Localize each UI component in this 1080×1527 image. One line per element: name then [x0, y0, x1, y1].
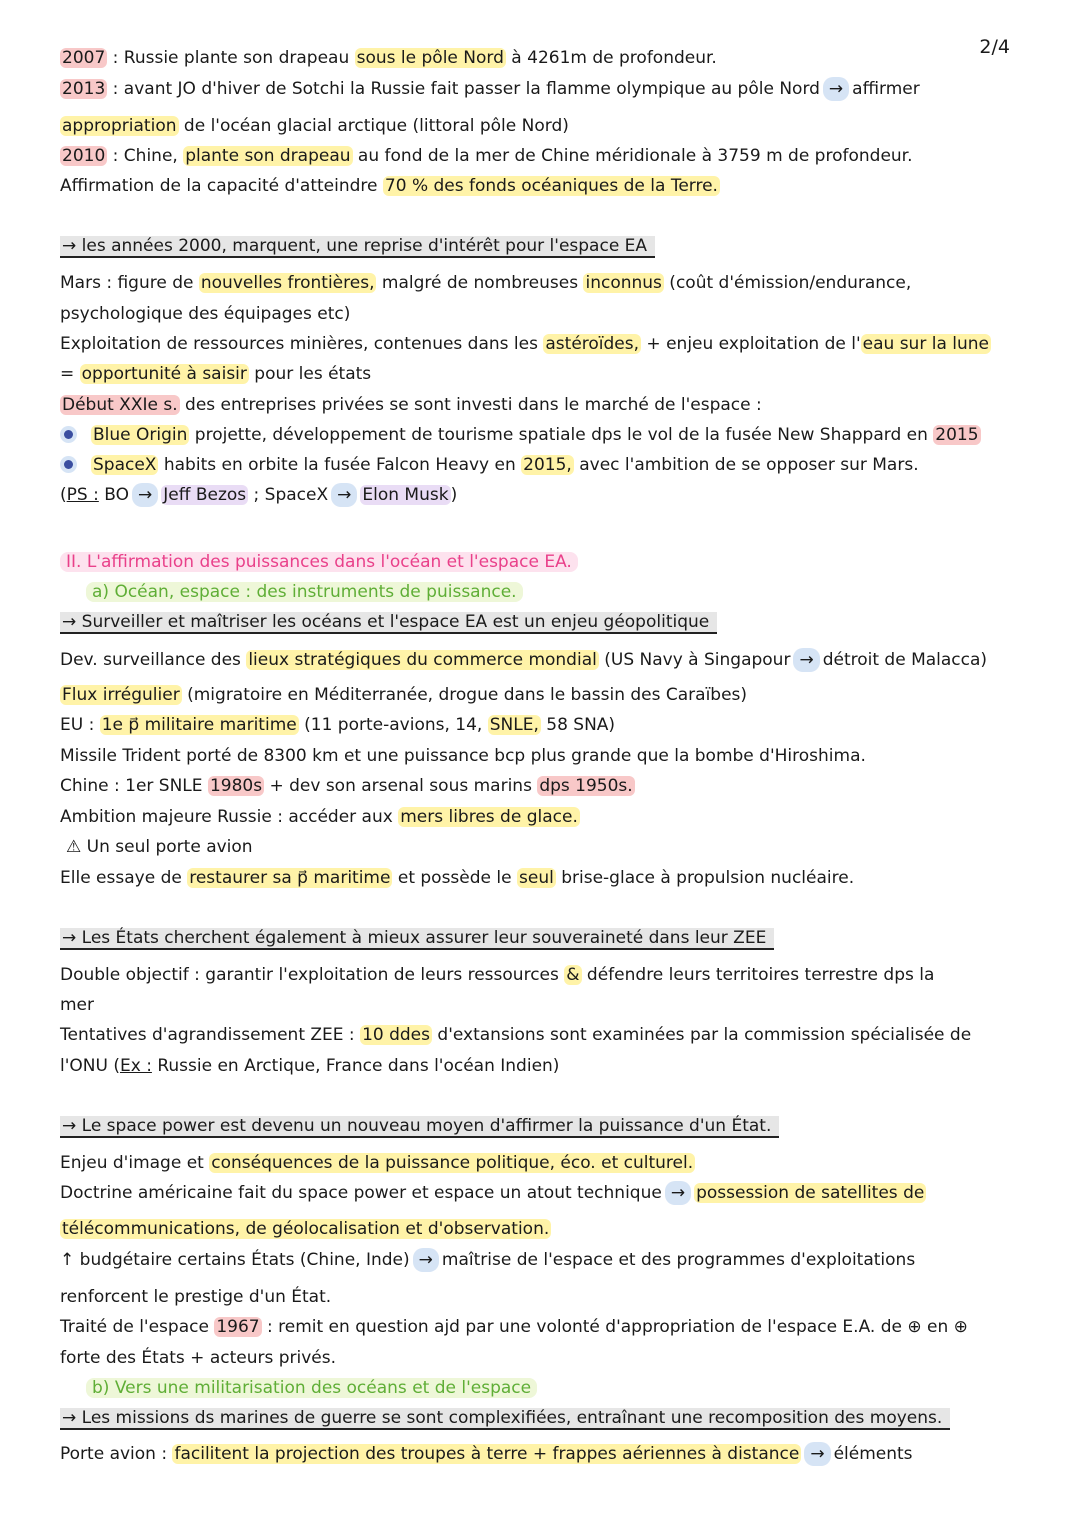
note-line: appropriation de l'océan glacial arctique (littoral pôle Nord) [62, 116, 569, 136]
section-heading: → Les missions ds marines de guerre se sont complexifiées, entraînant une recomposition des moyens. [60, 1406, 950, 1430]
section-heading: → Le space power est devenu un nouveau moyen d'affirmer la puissance d'un État. [60, 1114, 779, 1138]
note-line: Dev. surveillance des lieux stratégiques du commerce mondial (US Navy à Singapour → détroit de Malacca) [60, 650, 988, 670]
arrow-icon: → [331, 483, 357, 507]
subsection-title: b) Vers une militarisation des océans et de l'espace [86, 1376, 537, 1400]
bullet-icon [64, 460, 73, 469]
note-line: Porte avion : facilitent la projection des troupes à terre + frappes aériennes à distance → éléments [60, 1444, 913, 1464]
section-heading: → Les États cherchent également à mieux assurer leur souveraineté dans leur ZEE [60, 926, 774, 950]
note-line: Enjeu d'image et conséquences de la puissance politique, éco. et culturel. [60, 1153, 694, 1173]
note-line: Début XXIe s. des entreprises privées se sont investi dans le marché de l'espace : [62, 395, 762, 415]
note-line: Traité de l'espace 1967 : remit en question ajd par une volonté d'appropriation de l'espace E.A. de ⊕ en ⊕ [60, 1317, 968, 1337]
note-line: = opportunité à saisir pour les états [60, 364, 372, 384]
note-line: Tentatives d'agrandissement ZEE : 10 ddes d'extansions sont examinées par la commission spécialisée de [60, 1025, 972, 1045]
arrow-icon: → [132, 483, 158, 507]
note-line: Flux irrégulier (migratoire en Méditerranée, drogue dans le bassin des Caraïbes) [62, 685, 748, 705]
note-line: Elle essaye de restaurer sa p⃗ maritime et possède le seul brise-glace à propulsion nucléaire. [60, 868, 855, 888]
note-line: Exploitation de ressources minières, contenues dans les astéroïdes, + enjeu exploitation de l' eau sur la lune [60, 334, 989, 354]
note-line: Chine : 1er SNLE 1980s + dev son arsenal sous marins dps 1950s. [60, 776, 633, 796]
arrow-icon: → [804, 1442, 830, 1466]
note-line: ↑ budgétaire certains États (Chine, Inde) → maîtrise de l'espace et des programmes d'exploitations [60, 1250, 916, 1270]
note-line: Ambition majeure Russie : accéder aux mers libres de glace. [60, 807, 578, 827]
note-line: EU : 1e p⃗ militaire maritime (11 porte-avions, 14, SNLE, 58 SNA) [60, 715, 616, 735]
note-line: forte des États + acteurs privés. [60, 1348, 337, 1368]
arrow-icon: → [793, 648, 819, 672]
note-line: Doctrine américaine fait du space power et espace un atout technique → possession de satellites de [60, 1183, 925, 1203]
note-line: Missile Trident porté de 8300 km et une puissance bcp plus grande que la bombe d'Hiroshima. [60, 746, 866, 766]
note-line: 2007 : Russie plante son drapeau sous le pôle Nord à 4261m de profondeur. [62, 48, 717, 68]
note-line: 2013 : avant JO d'hiver de Sotchi la Russie fait passer la flamme olympique au pôle Nord → affirmer [62, 79, 920, 99]
bullet-item: SpaceX habits en orbite la fusée Falcon Heavy en 2015, avec l'ambition de se opposer sur Mars. [60, 453, 919, 477]
section-heading: → Surveiller et maîtriser les océans et l'espace EA est un enjeu géopolitique [60, 610, 717, 634]
note-line: (PS : BO → Jeff Bezos ; SpaceX → Elon Musk ) [60, 485, 458, 505]
note-line: Double objectif : garantir l'exploitation de leurs ressources & défendre leurs territoires terrestre dps la [60, 965, 935, 985]
subsection-title: a) Océan, espace : des instruments de puissance. [86, 580, 523, 604]
warning-note: ⚠ Un seul porte avion [66, 837, 253, 857]
note-line: l'ONU (Ex : Russie en Arctique, France dans l'océan Indien) [60, 1056, 560, 1076]
note-line: 2010 : Chine, plante son drapeau au fond de la mer de Chine méridionale à 3759 m de profondeur. [62, 146, 913, 166]
page-number: 2/4 [979, 36, 1010, 58]
section-heading: → les années 2000, marquent, une reprise d'intérêt pour l'espace EA [60, 234, 655, 258]
note-line: Mars : figure de nouvelles frontières, malgré de nombreuses inconnus (coût d'émission/endurance, [60, 273, 912, 293]
bullet-icon [64, 430, 73, 439]
note-line: mer [60, 995, 95, 1015]
note-line: psychologique des équipages etc) [60, 304, 351, 324]
arrow-icon: → [823, 77, 849, 101]
arrow-icon: → [665, 1181, 691, 1205]
part-title: II. L'affirmation des puissances dans l'océan et l'espace EA. [60, 550, 578, 574]
bullet-item: Blue Origin projette, développement de tourisme spatiale dps le vol de la fusée New Shappard en 2015 [60, 423, 981, 447]
arrow-icon: → [413, 1248, 439, 1272]
note-line: télécommunications, de géolocalisation et d'observation. [62, 1219, 550, 1239]
note-line: renforcent le prestige d'un État. [60, 1287, 332, 1307]
note-line: Affirmation de la capacité d'atteindre 70 % des fonds océaniques de la Terre. [60, 176, 718, 196]
